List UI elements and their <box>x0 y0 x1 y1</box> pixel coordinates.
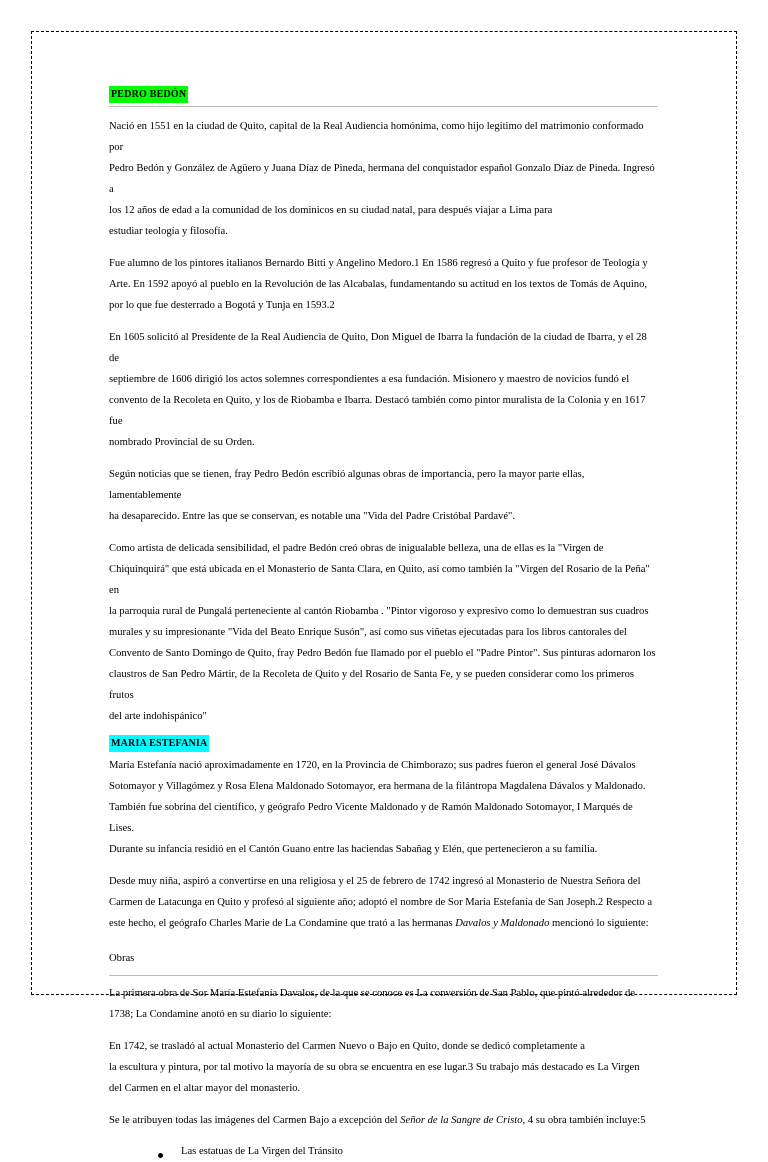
section-heading-pedro-bedon <box>109 84 658 107</box>
paragraph: La primera obra de Sor María Estefanía Davalos, de la que se conoce es La conversión de San Pablo, que pintó alrededor de 1738; La Condamine anotó en su diario lo siguiente: <box>109 988 635 1020</box>
paragraph: Fue alumno de los pintores italianos Bernardo Bitti y Angelino Medoro.1 En 1586 regresó a Quito y fue profesor de Teología y Arte. En 1592 apoyó al pueblo en la Revolución de las Alcabalas, fundamentando su actitud en los textos de Tomás de Aquino, por lo que fue desterrado a Bogotá y Tunja en 1593.2 <box>109 258 648 311</box>
list-item: Las estatuas de La Virgen del Tránsito <box>109 1141 658 1162</box>
paragraph: Según noticias que se tienen, fray Pedro Bedón escribió algunas obras de importancia, pero la mayor parte ellas, lamentablemente ha desaparecido. Entre las que se conservan, es notable una "Vida del Padre Cristóbal Pardavé". <box>109 469 585 522</box>
paragraph: En 1742, se trasladó al actual Monasterio del Carmen Nuevo o Bajo en Quito, donde se dedicó completamente a la escultura y pintura, por tal motivo la mayoría de su obra se encuentra en ese lugar.3 Su trabajo más destacado es La Virgen del Carmen en el altar mayor del monasterio. <box>109 1041 640 1094</box>
heading-highlight: MARIA ESTEFANIA <box>109 735 209 752</box>
bullet-icon <box>158 1153 163 1158</box>
document-body <box>109 84 658 1162</box>
paragraph: En 1605 solicitó al Presidente de la Real Audiencia de Quito, Don Miguel de Ibarra la fundación de la ciudad de Ibarra, y el 28 de septiembre de 1606 dirigió los actos solemnes correspondientes a esa fundación. Misionero y maestro de novicios fundó el convento de la Recoleta en Quito, y los de Riobamba e Ibarra. Destacó también como pintor muralista de la Colonia y en 1617 fue nombrado Provincial de su Orden. <box>109 332 647 448</box>
paragraph: Nació en 1551 en la ciudad de Quito, capital de la Real Audiencia homónima, como hijo legítimo del matrimonio conformado por Pedro Bedón y González de Agüero y Juana Díaz de Pineda, hermana del conquistador español Gonzalo Díaz de Pineda. Ingresó a los 12 años de edad a la comunidad de los dominicos en su ciudad natal, para después viajar a Lima para estudiar teología y filosofía. <box>109 121 655 237</box>
paragraph: Desde muy niña, aspiró a convertirse en una religiosa y el 25 de febrero de 1742 ingresó al Monasterio de Nuestra Señora del Carmen de Latacunga en Quito y profesó al siguiente año; adoptó el nombre de Sor María Estefanía de San Joseph.2 Respecto a este hecho, el geógrafo Charles Marie de La Condamine que trató a las hermanas Davalos y Maldonado mencionó lo siguiente: <box>109 876 653 929</box>
section-heading-maria-estefania <box>109 733 658 752</box>
heading-highlight: PEDRO BEDÓN <box>109 86 188 103</box>
paragraph: María Estefanía nació aproximadamente en 1720, en la Provincia de Chimborazo; sus padres fueron el general José Dávalos Sotomayor y Villagómez y Rosa Elena Maldonado Sotomayor, era hermana de la filántropa Magdalena Dávalos y Maldonado. También fue sobrina del científico, y geógrafo Pedro Vicente Maldonado y de Ramón Maldonado Sotomayor, I Marqués de Lises. Durante su infancia residió en el Cantón Guano entre las haciendas Sabañag y Elén, que pertenecieron a su familia. <box>109 760 646 855</box>
section-heading-obras: Obras <box>109 948 658 976</box>
paragraph: Como artista de delicada sensibilidad, el padre Bedón creó obras de inigualable belleza, una de ellas es la "Virgen de Chiquinquirá" que está ubicada en el Monasterio de Santa Clara, en Quito, así como también la "Virgen del Rosario de la Peña" en la parroquia rural de Pungalá perteneciente al cantón Riobamba . "Pintor vigoroso y expresivo como lo demuestran sus cuadros murales y su impresionante "Vida del Beato Enrique Susón", así como sus viñetas ejecutadas para los libros cantorales del Convento de Santo Domingo de Quito, fray Pedro Bedón fue llamado por el pueblo el "Padre Pintor". Sus pinturas adornaron los claustros de San Pedro Mártir, de la Recoleta de Quito y del Rosario de Santa Fe, y se pueden considerar como los primeros frutos del arte indohispánico" <box>109 543 656 722</box>
paragraph: Se le atribuyen todas las imágenes del Carmen Bajo a excepción del Señor de la Sangre de Cristo, 4 su obra también incluye:5 <box>109 1115 646 1126</box>
